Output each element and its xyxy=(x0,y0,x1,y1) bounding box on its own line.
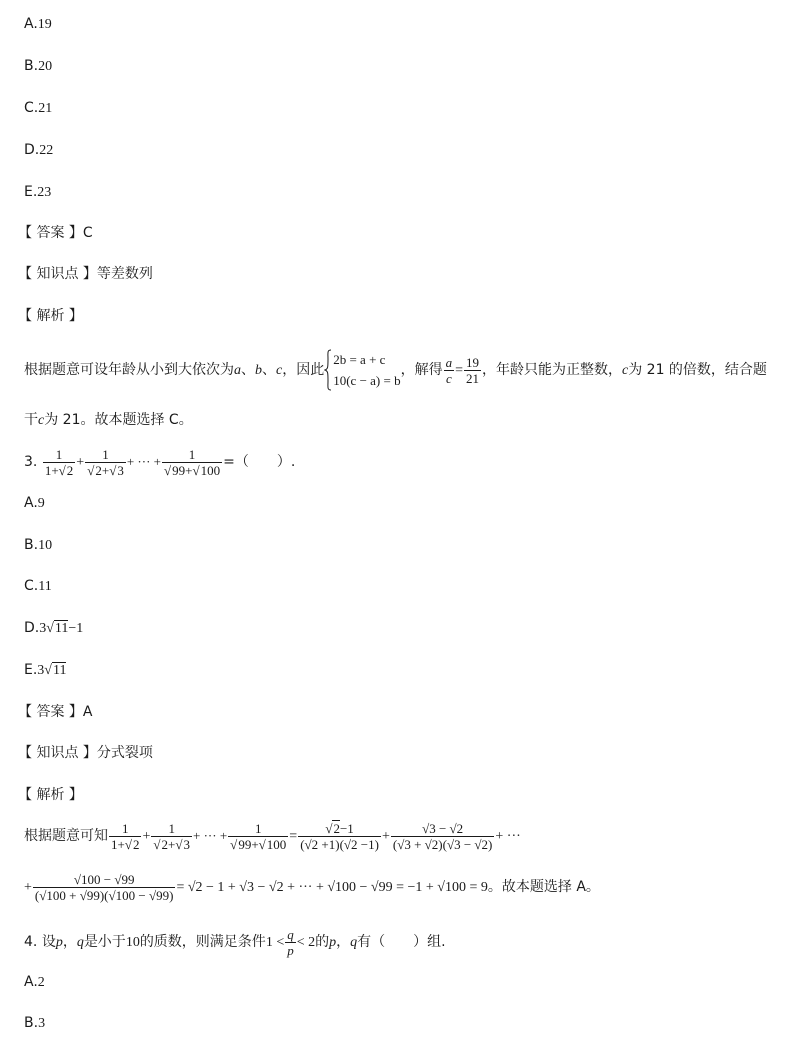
analysis-line-1 xyxy=(24,816,521,857)
denominator: √99+√100 xyxy=(163,462,221,478)
option-value: 9 xyxy=(37,496,45,511)
term-3 xyxy=(228,821,288,852)
option-value: 19 xyxy=(37,17,52,32)
question-text: 设 xyxy=(41,934,56,950)
option-a xyxy=(24,973,45,992)
option-letter: B. xyxy=(24,537,39,553)
option-value: 11 xyxy=(38,579,52,594)
answer-line xyxy=(18,703,92,721)
option-letter: D. xyxy=(24,620,40,636)
radicand: 2 xyxy=(161,836,169,852)
numerator: 1 xyxy=(162,447,222,463)
var-p: p xyxy=(329,935,337,950)
equation-2: 10(c − a) = b xyxy=(333,373,401,388)
numerator: 1 xyxy=(228,821,288,837)
analysis-text: 根据题意可知 xyxy=(24,828,108,844)
plus-sign: + xyxy=(381,829,390,844)
term-3 xyxy=(162,447,222,478)
plus-sign: + xyxy=(76,455,85,470)
question-number: 3. xyxy=(24,454,38,470)
equals-sign: = xyxy=(455,363,463,378)
option-suffix: −1 xyxy=(68,621,84,636)
option-letter: C. xyxy=(24,578,39,594)
option-d: D.3√11−1 xyxy=(24,620,84,636)
option-c xyxy=(24,577,52,596)
denominator: (√100 + √99)(√100 − √99) xyxy=(34,887,174,903)
knowledge-label: 【 知识点 】 xyxy=(18,266,97,282)
analysis-text: 为 21。故本题选择 C。 xyxy=(44,412,193,428)
option-value: 22 xyxy=(39,143,54,158)
var-c: c xyxy=(276,363,283,378)
numerator: √100 − √99 xyxy=(33,872,176,888)
ellipsis: + ··· + xyxy=(126,454,161,469)
answer-label: 【 答案 】 xyxy=(18,225,83,241)
option-letter: C. xyxy=(24,100,39,116)
numerator-part: −1 xyxy=(339,820,354,836)
analysis-line-2 xyxy=(24,411,193,430)
option-c xyxy=(24,99,52,118)
option-d xyxy=(24,141,53,160)
radicand: 99 xyxy=(172,462,186,478)
option-letter: A. xyxy=(24,974,38,990)
question-text: 有（ ）组. xyxy=(357,934,446,950)
radicand: 3 xyxy=(117,462,124,478)
denominator: √99+√100 xyxy=(230,836,287,852)
question-text: 的 xyxy=(315,934,330,950)
radicand: 11 xyxy=(54,621,69,636)
question-3 xyxy=(24,443,295,482)
numerator: 1 xyxy=(43,447,75,463)
radicand: 2 xyxy=(95,462,102,478)
ellipsis: + ··· xyxy=(495,829,521,844)
inequality-left: 1 < xyxy=(265,935,285,950)
option-value: 3 xyxy=(38,1016,46,1031)
knowledge-value: 等差数列 xyxy=(96,266,153,282)
fraction-last xyxy=(33,872,176,903)
numerator: √2−1 xyxy=(298,821,381,837)
separator: ， xyxy=(62,934,77,950)
numerator: 1 xyxy=(85,447,126,463)
knowledge-line xyxy=(18,744,153,762)
option-a xyxy=(24,494,45,513)
ellipsis: + ··· + xyxy=(193,828,228,843)
left-brace-icon xyxy=(324,349,332,391)
fraction-4 xyxy=(298,821,381,852)
option-coef: 3 xyxy=(39,621,47,636)
numerator: 1 xyxy=(109,821,141,837)
option-b xyxy=(24,1014,45,1033)
option-value: 2 xyxy=(37,975,45,990)
option-b xyxy=(24,536,52,555)
denominator: c xyxy=(445,370,452,386)
denominator: √2+√3 xyxy=(87,462,124,478)
answer-value: A xyxy=(82,704,93,720)
analysis-text: 干 xyxy=(24,412,38,428)
option-e xyxy=(24,183,51,202)
analysis-line-2 xyxy=(24,866,600,909)
option-letter: A. xyxy=(24,16,38,32)
fraction-q-over-p xyxy=(285,927,296,958)
number-ten: 10 xyxy=(125,935,140,950)
option-a xyxy=(24,15,52,34)
var-a: a xyxy=(234,363,241,378)
denominator: 21 xyxy=(466,370,479,386)
fraction-19-over-21 xyxy=(464,355,481,386)
var-q: q xyxy=(350,935,358,950)
analysis-text: 。故本题选择 A。 xyxy=(487,879,600,895)
var-c: c xyxy=(38,413,45,428)
question-4 xyxy=(24,922,446,963)
denominator-part: 1+ xyxy=(44,462,59,478)
radicand: 99 xyxy=(238,836,252,852)
var-c: c xyxy=(622,363,629,378)
var-q: q xyxy=(76,935,84,950)
answer-line xyxy=(18,224,93,242)
separator: 、 xyxy=(241,362,255,378)
knowledge-value: 分式裂项 xyxy=(96,745,153,761)
analysis-text: ，年龄只能为正整数， xyxy=(482,362,622,378)
inequality-right: < 2 xyxy=(296,935,316,950)
radicand: 2 xyxy=(132,836,140,852)
radicand: 2 xyxy=(333,820,340,836)
var-p: p xyxy=(55,935,63,950)
answer-value: C xyxy=(82,225,93,241)
radicand: 3 xyxy=(183,836,191,852)
option-coef: 3 xyxy=(37,663,45,678)
option-value: 21 xyxy=(38,101,53,116)
term-1 xyxy=(43,447,75,478)
analysis-text: ，因此 xyxy=(282,362,325,378)
equals-sign: = xyxy=(289,829,298,844)
radicand: 100 xyxy=(200,462,221,478)
plus-sign: + xyxy=(251,836,259,852)
option-value: 20 xyxy=(38,59,53,74)
option-letter: B. xyxy=(24,1015,39,1031)
radicand: 2 xyxy=(66,462,74,478)
analysis-line-1 xyxy=(24,348,767,393)
option-value: 10 xyxy=(38,538,53,553)
simplification: = √2 − 1 + √3 − √2 + ··· + √100 − √99 = −1 + √100 = 9 xyxy=(176,880,488,895)
option-letter: A. xyxy=(24,495,38,511)
analysis-text: 根据题意可设年龄从小到大依次为 xyxy=(24,362,234,378)
analysis-text: ，解得 xyxy=(400,362,443,378)
numerator: √3 − √2 xyxy=(391,821,495,837)
option-e: E.3√11 xyxy=(24,662,67,678)
question-text: 的质数，则满足条件 xyxy=(139,934,266,950)
equation-system xyxy=(324,349,400,391)
option-letter: D. xyxy=(24,142,40,158)
option-value: 23 xyxy=(37,185,52,200)
numerator: 19 xyxy=(466,354,479,370)
numerator: 1 xyxy=(151,821,192,837)
var-b: b xyxy=(255,363,262,378)
equation-1: 2b = a + c xyxy=(333,352,386,367)
analysis-label: 【 解析 】 xyxy=(18,787,83,803)
plus-sign: + xyxy=(101,462,110,478)
question-tail: =（ ）. xyxy=(223,454,296,470)
denominator: (√2 +1)(√2 −1) xyxy=(300,836,379,852)
option-letter: B. xyxy=(24,58,39,74)
numerator: q xyxy=(287,926,294,942)
numerator: a xyxy=(445,354,453,370)
plus-sign: + xyxy=(142,829,151,844)
plus-sign: + xyxy=(168,836,176,852)
knowledge-line xyxy=(18,265,153,283)
radicand: 11 xyxy=(52,663,67,678)
denominator: 1+√2 xyxy=(44,462,74,478)
denominator: (√3 + √2)(√3 − √2) xyxy=(392,836,493,852)
denominator: 1+√2 xyxy=(111,836,140,852)
answer-label: 【 答案 】 xyxy=(18,704,83,720)
separator: 、 xyxy=(262,362,276,378)
analysis-label: 【 解析 】 xyxy=(18,308,83,324)
term-2 xyxy=(85,447,126,478)
denominator-part: 1+ xyxy=(111,836,125,852)
fraction-a-over-c xyxy=(444,355,455,386)
question-text: 是小于 xyxy=(83,934,126,950)
question-number: 4. xyxy=(24,934,38,950)
term-2 xyxy=(151,821,192,852)
option-letter: E. xyxy=(24,184,38,200)
fraction-5 xyxy=(391,821,495,852)
option-b xyxy=(24,57,52,76)
plus-sign: + xyxy=(24,880,32,895)
separator: ， xyxy=(336,934,351,950)
denominator: p xyxy=(287,942,294,958)
option-letter: E. xyxy=(24,662,38,678)
radicand: 100 xyxy=(266,836,287,852)
denominator: √2+√3 xyxy=(153,836,191,852)
plus-sign: + xyxy=(185,462,193,478)
knowledge-label: 【 知识点 】 xyxy=(18,745,97,761)
analysis-text: 为 21 的倍数，结合题 xyxy=(628,362,767,378)
term-1 xyxy=(109,821,141,852)
